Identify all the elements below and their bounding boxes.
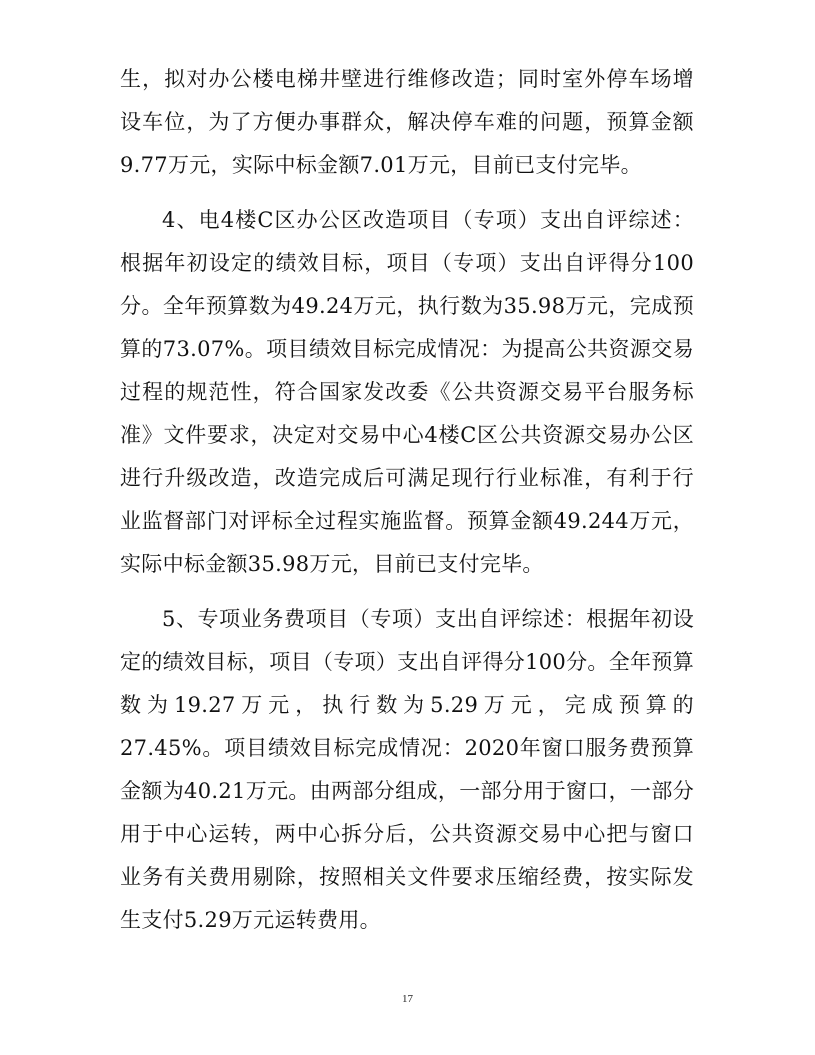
paragraph-item-5: 5、专项业务费项目（专项）支出自评综述：根据年初设定的绩效目标，项目（专项）支出自评得分100分。全年预算数为19.27万元，执行数为5.29万元，完成预算的27.45%。项目绩效目标完成情况：2020年窗口服务费预算金额为40.21万元。由两部分组成，一部分用于窗口，一部分用于中心运转，两中心拆分后，公共资源交易中心把与窗口业务有关费用剔除，按照相关文件要求压缩经费，按实际发生支付5.29万元运转费用。 — [120, 607, 694, 932]
page-number: 17 — [402, 993, 413, 1005]
paragraph-item-4: 4、电4楼C区办公区改造项目（专项）支出自评综述：根据年初设定的绩效目标，项目（专项）支出自评得分100分。全年预算数为49.24万元，执行数为35.98万元，完成预算的73.07%。项目绩效目标完成情况：为提高公共资源交易过程的规范性，符合国家发改委《公共资源交易平台服务标准》文件要求，决定对交易中心4楼C区公共资源交易办公区进行升级改造，改造完成后可满足现行行业标准，有利于行业监督部门对评标全过程实施监督。预算金额49.244万元，实际中标金额35.98万元，目前已支付完毕。 — [120, 208, 694, 576]
paragraph-continuation: 生，拟对办公楼电梯井壁进行维修改造；同时室外停车场增设车位，为了方便办事群众，解决停车难的问题，预算金额9.77万元，实际中标金额7.01万元，目前已支付完毕。 — [120, 67, 694, 177]
document-body — [120, 58, 694, 942]
